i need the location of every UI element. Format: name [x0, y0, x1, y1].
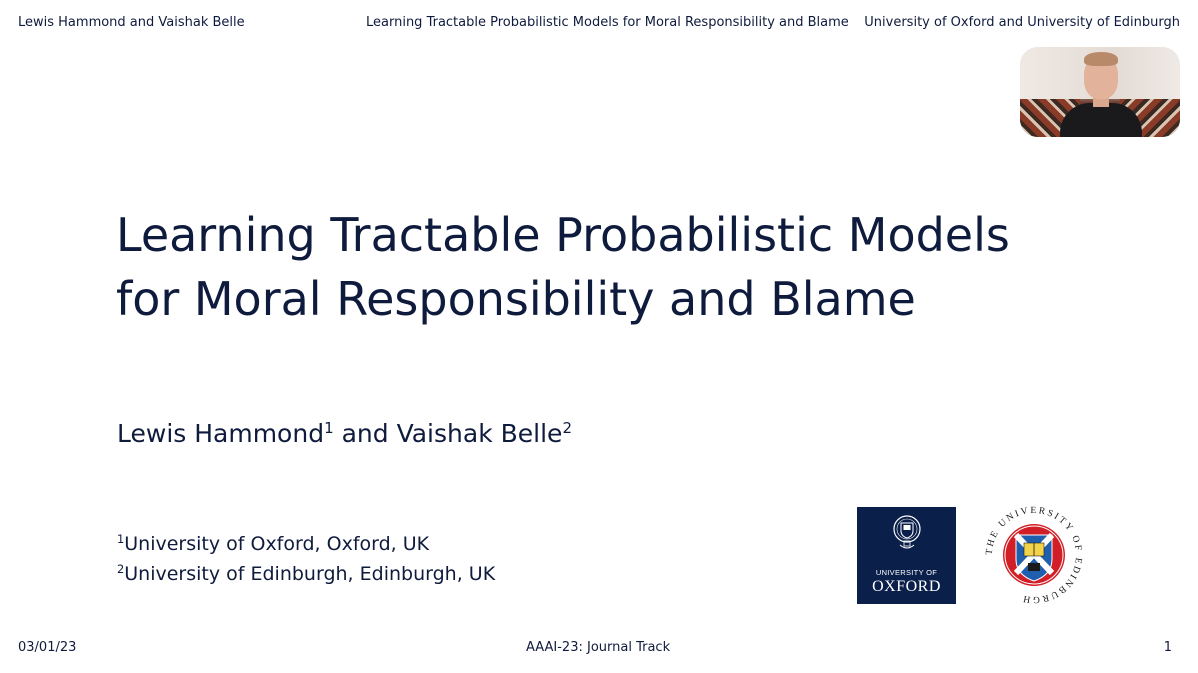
author-2: Vaishak Belle — [396, 419, 563, 448]
affiliation-1 — [117, 529, 495, 559]
affiliation-2-mark: 2 — [117, 562, 125, 577]
oxford-crest-icon — [891, 513, 923, 563]
header-title: Learning Tractable Probabilistic Models for Moral Responsibility and Blame — [366, 15, 849, 30]
slide-title-line1: Learning Tractable Probabilistic Models — [116, 208, 1010, 262]
oxford-logo-small-text: UNIVERSITY OF — [875, 568, 938, 577]
edinburgh-logo — [980, 503, 1088, 607]
footer-date: 03/01/23 — [18, 640, 77, 655]
author-2-mark: 2 — [562, 419, 572, 437]
oxford-logo-big-text: OXFORD — [872, 578, 941, 595]
header-institutions: University of Oxford and University of Edinburgh — [864, 15, 1180, 30]
affiliation-1-text: University of Oxford, Oxford, UK — [124, 533, 430, 555]
presenter-video — [1020, 47, 1180, 137]
affiliation-2-text: University of Edinburgh, Edinburgh, UK — [124, 563, 496, 585]
affiliation-2 — [117, 559, 495, 589]
footer-page-number: 1 — [1163, 640, 1172, 655]
author-1: Lewis Hammond — [117, 419, 325, 448]
author-conjunction: and — [341, 419, 389, 448]
footer-venue: AAAI-23: Journal Track — [526, 640, 671, 655]
author-1-mark: 1 — [324, 419, 334, 437]
author-line — [117, 419, 572, 448]
oxford-logo — [857, 507, 956, 604]
edinburgh-ring-text: THE UNIVERSITY OF EDINBURGH — [984, 505, 1084, 605]
affiliation-1-mark: 1 — [117, 532, 125, 547]
header-authors: Lewis Hammond and Vaishak Belle — [18, 15, 245, 30]
slide-title-line2: for Moral Responsibility and Blame — [116, 272, 916, 326]
slide-title — [116, 203, 1116, 331]
affiliations — [117, 529, 495, 589]
